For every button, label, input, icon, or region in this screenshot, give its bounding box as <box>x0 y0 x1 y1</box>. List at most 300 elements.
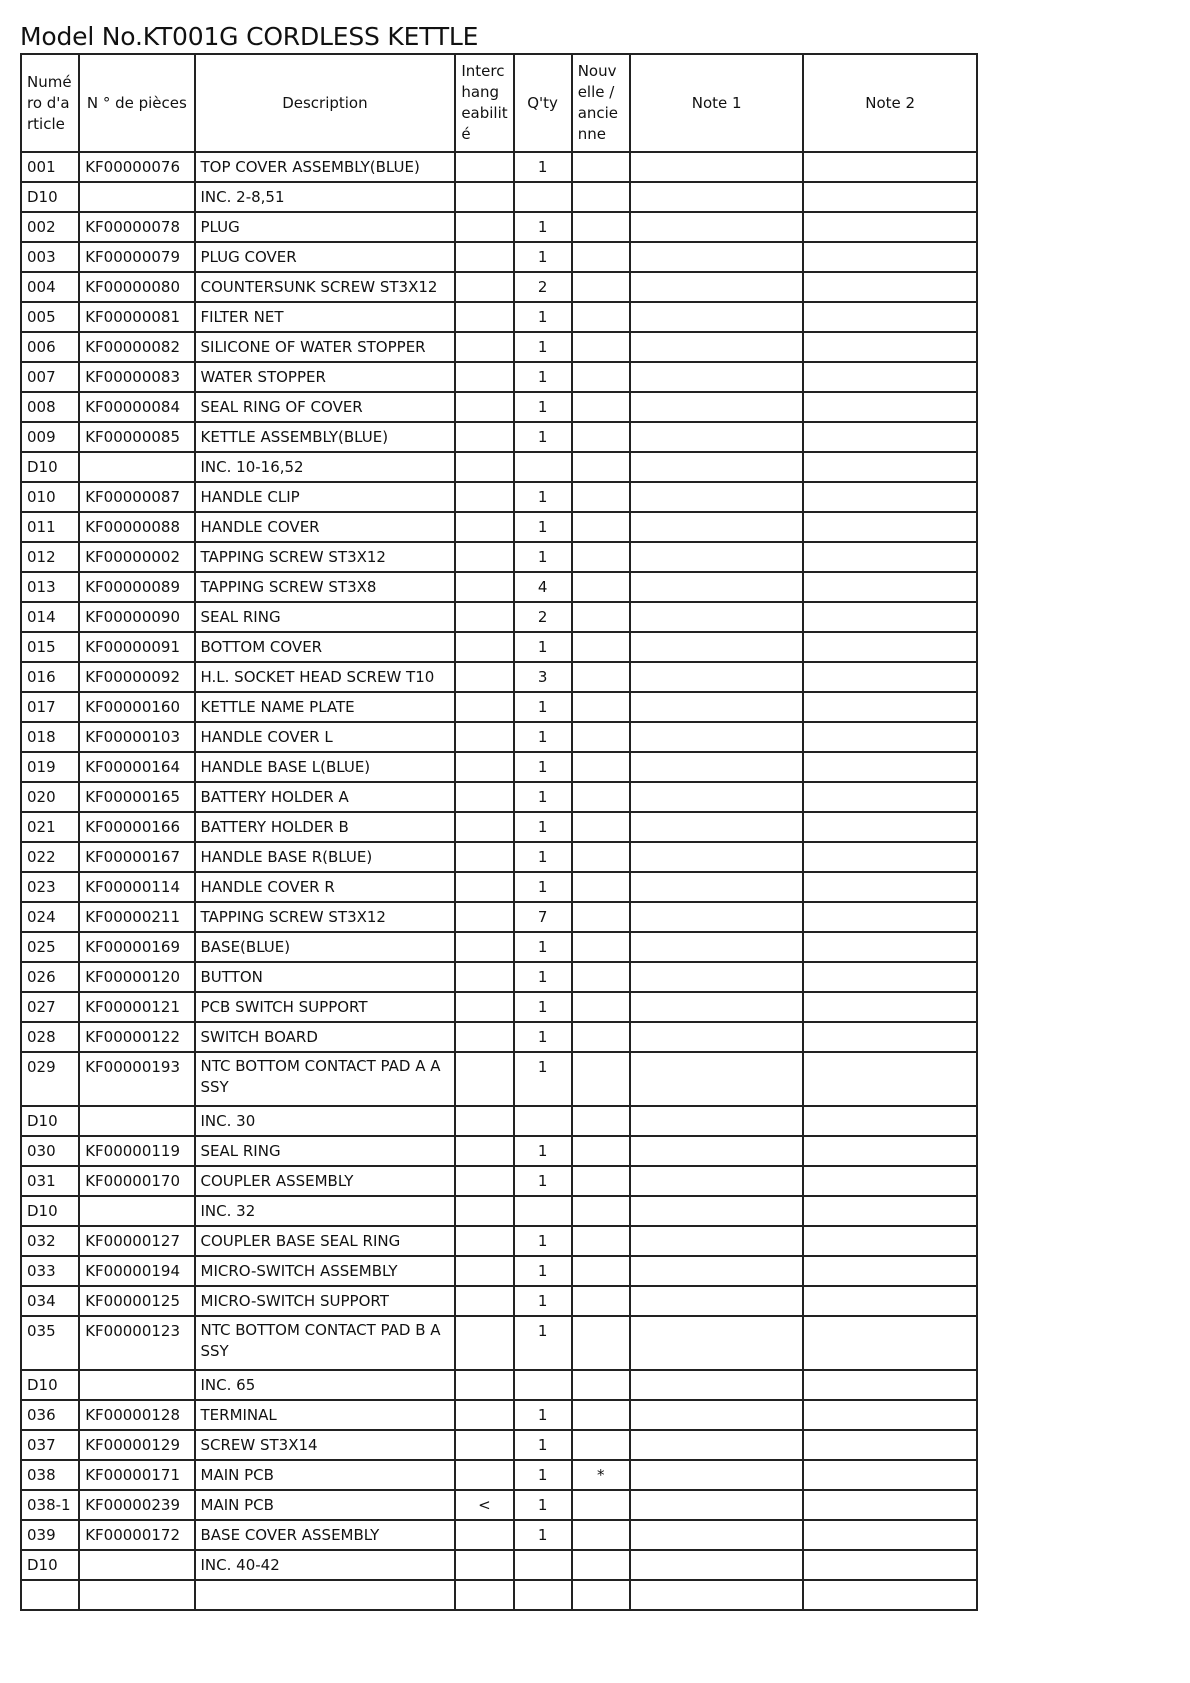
cell-note2 <box>803 902 977 932</box>
cell-interchangeability <box>455 302 513 332</box>
cell-note2 <box>803 482 977 512</box>
cell-qty: 1 <box>514 1052 572 1106</box>
table-row <box>21 1520 977 1550</box>
cell-part-no: KF00000076 <box>79 152 194 182</box>
cell-item-no: 034 <box>21 1286 79 1316</box>
cell-note2 <box>803 302 977 332</box>
cell-item-no: 032 <box>21 1226 79 1256</box>
cell-note2 <box>803 782 977 812</box>
cell-note1 <box>630 1286 804 1316</box>
cell-note1 <box>630 1460 804 1490</box>
cell-description: MAIN PCB <box>195 1460 456 1490</box>
cell-note1 <box>630 1520 804 1550</box>
cell-new-old <box>572 662 630 692</box>
cell-new-old <box>572 1106 630 1136</box>
cell-interchangeability <box>455 452 513 482</box>
cell-note2 <box>803 212 977 242</box>
cell-note1 <box>630 1052 804 1106</box>
cell-part-no: KF00000160 <box>79 692 194 722</box>
cell-new-old <box>572 182 630 212</box>
cell-part-no <box>79 1370 194 1400</box>
cell-item-no: 014 <box>21 602 79 632</box>
cell-part-no: KF00000166 <box>79 812 194 842</box>
cell-new-old <box>572 1316 630 1370</box>
cell-qty: 1 <box>514 1460 572 1490</box>
cell-note2 <box>803 1460 977 1490</box>
cell-interchangeability <box>455 1580 513 1610</box>
table-row <box>21 272 977 302</box>
cell-qty: 1 <box>514 872 572 902</box>
cell-qty: 1 <box>514 842 572 872</box>
cell-qty: 1 <box>514 1136 572 1166</box>
cell-item-no: 004 <box>21 272 79 302</box>
cell-part-no: KF00000121 <box>79 992 194 1022</box>
table-row <box>21 422 977 452</box>
cell-qty: 4 <box>514 572 572 602</box>
cell-note1 <box>630 572 804 602</box>
cell-interchangeability <box>455 1316 513 1370</box>
cell-interchangeability <box>455 422 513 452</box>
table-row <box>21 1550 977 1580</box>
cell-note2 <box>803 242 977 272</box>
cell-qty: 2 <box>514 602 572 632</box>
cell-new-old <box>572 392 630 422</box>
header-qty: Q'ty <box>514 54 572 152</box>
cell-item-no: 037 <box>21 1430 79 1460</box>
table-row <box>21 1400 977 1430</box>
table-row <box>21 302 977 332</box>
cell-new-old <box>572 572 630 602</box>
cell-note2 <box>803 962 977 992</box>
cell-note1 <box>630 662 804 692</box>
cell-note1 <box>630 902 804 932</box>
cell-part-no: KF00000082 <box>79 332 194 362</box>
cell-qty: 1 <box>514 1430 572 1460</box>
table-row <box>21 542 977 572</box>
cell-item-no: D10 <box>21 1196 79 1226</box>
cell-description: HANDLE CLIP <box>195 482 456 512</box>
cell-note2 <box>803 542 977 572</box>
cell-item-no: 024 <box>21 902 79 932</box>
cell-interchangeability <box>455 242 513 272</box>
cell-note2 <box>803 812 977 842</box>
cell-item-no: 005 <box>21 302 79 332</box>
header-part-no: N ° de pièces <box>79 54 194 152</box>
cell-note2 <box>803 932 977 962</box>
table-row <box>21 1196 977 1226</box>
cell-part-no: KF00000167 <box>79 842 194 872</box>
cell-interchangeability <box>455 332 513 362</box>
cell-note1 <box>630 1400 804 1430</box>
cell-new-old <box>572 932 630 962</box>
cell-interchangeability <box>455 1136 513 1166</box>
cell-item-no: 015 <box>21 632 79 662</box>
cell-description: MICRO-SWITCH SUPPORT <box>195 1286 456 1316</box>
table-row <box>21 392 977 422</box>
cell-new-old <box>572 452 630 482</box>
cell-new-old <box>572 1136 630 1166</box>
cell-qty: 1 <box>514 1316 572 1370</box>
cell-note1 <box>630 272 804 302</box>
cell-qty: 1 <box>514 752 572 782</box>
cell-note1 <box>630 1226 804 1256</box>
cell-qty: 1 <box>514 392 572 422</box>
cell-description: PCB SWITCH SUPPORT <box>195 992 456 1022</box>
cell-description: BUTTON <box>195 962 456 992</box>
cell-description: TAPPING SCREW ST3X12 <box>195 542 456 572</box>
header-row <box>21 54 977 152</box>
cell-part-no: KF00000081 <box>79 302 194 332</box>
cell-item-no: 033 <box>21 1256 79 1286</box>
cell-new-old <box>572 542 630 572</box>
cell-item-no: 025 <box>21 932 79 962</box>
cell-note2 <box>803 662 977 692</box>
cell-part-no <box>79 1196 194 1226</box>
table-row <box>21 182 977 212</box>
cell-new-old <box>572 332 630 362</box>
table-row <box>21 212 977 242</box>
table-row <box>21 932 977 962</box>
cell-note1 <box>630 1166 804 1196</box>
table-row <box>21 992 977 1022</box>
cell-description: PLUG COVER <box>195 242 456 272</box>
table-row <box>21 242 977 272</box>
cell-part-no: KF00000122 <box>79 1022 194 1052</box>
cell-item-no: D10 <box>21 1550 79 1580</box>
cell-note1 <box>630 392 804 422</box>
cell-interchangeability <box>455 542 513 572</box>
header-new-old: Nouv elle / ancie nne <box>572 54 630 152</box>
cell-item-no: 021 <box>21 812 79 842</box>
cell-item-no: 027 <box>21 992 79 1022</box>
table-row <box>21 842 977 872</box>
table-row <box>21 722 977 752</box>
table-row <box>21 812 977 842</box>
cell-qty <box>514 1580 572 1610</box>
cell-note1 <box>630 1550 804 1580</box>
cell-interchangeability <box>455 812 513 842</box>
cell-note2 <box>803 752 977 782</box>
cell-note1 <box>630 1106 804 1136</box>
cell-qty: 1 <box>514 1226 572 1256</box>
cell-qty: 1 <box>514 212 572 242</box>
cell-new-old <box>572 1520 630 1550</box>
table-row <box>21 662 977 692</box>
table-row <box>21 1286 977 1316</box>
cell-description: FILTER NET <box>195 302 456 332</box>
cell-description: INC. 2-8,51 <box>195 182 456 212</box>
cell-note2 <box>803 1196 977 1226</box>
cell-new-old <box>572 812 630 842</box>
cell-interchangeability <box>455 152 513 182</box>
cell-interchangeability <box>455 872 513 902</box>
cell-qty: 1 <box>514 1520 572 1550</box>
cell-description: HANDLE BASE L(BLUE) <box>195 752 456 782</box>
cell-part-no: KF00000169 <box>79 932 194 962</box>
cell-part-no: KF00000170 <box>79 1166 194 1196</box>
cell-interchangeability <box>455 272 513 302</box>
cell-description: INC. 40-42 <box>195 1550 456 1580</box>
cell-note2 <box>803 1022 977 1052</box>
cell-interchangeability <box>455 212 513 242</box>
cell-description: SEAL RING <box>195 602 456 632</box>
cell-note2 <box>803 362 977 392</box>
cell-note1 <box>630 482 804 512</box>
cell-note1 <box>630 1580 804 1610</box>
cell-note2 <box>803 392 977 422</box>
cell-description: SEAL RING <box>195 1136 456 1166</box>
table-row <box>21 692 977 722</box>
cell-new-old <box>572 1256 630 1286</box>
cell-interchangeability <box>455 512 513 542</box>
cell-interchangeability <box>455 1166 513 1196</box>
cell-description: INC. 30 <box>195 1106 456 1136</box>
cell-note1 <box>630 692 804 722</box>
cell-item-no: 009 <box>21 422 79 452</box>
cell-item-no: 016 <box>21 662 79 692</box>
cell-qty: 1 <box>514 1166 572 1196</box>
cell-item-no: 001 <box>21 152 79 182</box>
cell-item-no: D10 <box>21 182 79 212</box>
cell-part-no: KF00000128 <box>79 1400 194 1430</box>
cell-qty: 1 <box>514 302 572 332</box>
table-row <box>21 332 977 362</box>
cell-description: TERMINAL <box>195 1400 456 1430</box>
cell-description: SWITCH BOARD <box>195 1022 456 1052</box>
cell-interchangeability <box>455 1550 513 1580</box>
cell-note1 <box>630 302 804 332</box>
cell-new-old <box>572 1196 630 1226</box>
table-row <box>21 152 977 182</box>
cell-qty: 1 <box>514 422 572 452</box>
cell-new-old <box>572 1052 630 1106</box>
table-row <box>21 872 977 902</box>
cell-description: HANDLE BASE R(BLUE) <box>195 842 456 872</box>
cell-new-old <box>572 602 630 632</box>
cell-note1 <box>630 962 804 992</box>
cell-qty: 1 <box>514 692 572 722</box>
cell-note1 <box>630 542 804 572</box>
cell-description: INC. 10-16,52 <box>195 452 456 482</box>
cell-note1 <box>630 872 804 902</box>
cell-description: BASE(BLUE) <box>195 932 456 962</box>
cell-note2 <box>803 1400 977 1430</box>
cell-item-no: 036 <box>21 1400 79 1430</box>
cell-new-old <box>572 752 630 782</box>
cell-note2 <box>803 602 977 632</box>
cell-note1 <box>630 992 804 1022</box>
cell-qty: 1 <box>514 962 572 992</box>
cell-description: KETTLE ASSEMBLY(BLUE) <box>195 422 456 452</box>
cell-qty: 1 <box>514 1400 572 1430</box>
cell-note2 <box>803 452 977 482</box>
cell-interchangeability <box>455 482 513 512</box>
cell-qty: 1 <box>514 782 572 812</box>
cell-new-old <box>572 152 630 182</box>
cell-note1 <box>630 782 804 812</box>
cell-description: TAPPING SCREW ST3X12 <box>195 902 456 932</box>
cell-description: INC. 32 <box>195 1196 456 1226</box>
cell-note2 <box>803 1052 977 1106</box>
cell-qty: 1 <box>514 932 572 962</box>
cell-item-no: 038 <box>21 1460 79 1490</box>
cell-qty: 1 <box>514 152 572 182</box>
table-row <box>21 452 977 482</box>
cell-interchangeability <box>455 752 513 782</box>
cell-note1 <box>630 242 804 272</box>
cell-part-no: KF00000078 <box>79 212 194 242</box>
cell-new-old <box>572 212 630 242</box>
cell-new-old <box>572 512 630 542</box>
cell-part-no: KF00000103 <box>79 722 194 752</box>
cell-note2 <box>803 992 977 1022</box>
cell-note1 <box>630 512 804 542</box>
cell-description <box>195 1580 456 1610</box>
cell-note2 <box>803 1430 977 1460</box>
cell-note2 <box>803 272 977 302</box>
cell-note2 <box>803 1370 977 1400</box>
cell-item-no: 030 <box>21 1136 79 1166</box>
cell-interchangeability <box>455 1226 513 1256</box>
page-title: Model No.KT001G CORDLESS KETTLE <box>20 22 479 51</box>
cell-item-no: 013 <box>21 572 79 602</box>
cell-part-no: KF00000120 <box>79 962 194 992</box>
cell-interchangeability <box>455 1460 513 1490</box>
cell-part-no: KF00000172 <box>79 1520 194 1550</box>
cell-note2 <box>803 1136 977 1166</box>
cell-note2 <box>803 1106 977 1136</box>
table-row <box>21 602 977 632</box>
cell-item-no: 012 <box>21 542 79 572</box>
cell-note1 <box>630 182 804 212</box>
table-row <box>21 1022 977 1052</box>
cell-part-no <box>79 452 194 482</box>
header-interchangeability: Interc hang eabilit é <box>455 54 513 152</box>
cell-item-no: 028 <box>21 1022 79 1052</box>
cell-description: BATTERY HOLDER B <box>195 812 456 842</box>
cell-note2 <box>803 152 977 182</box>
cell-part-no <box>79 1106 194 1136</box>
cell-new-old <box>572 902 630 932</box>
cell-interchangeability <box>455 992 513 1022</box>
cell-note1 <box>630 722 804 752</box>
cell-item-no: 022 <box>21 842 79 872</box>
cell-new-old <box>572 422 630 452</box>
cell-description: BOTTOM COVER <box>195 632 456 662</box>
cell-part-no: KF00000089 <box>79 572 194 602</box>
cell-item-no: 017 <box>21 692 79 722</box>
cell-note2 <box>803 572 977 602</box>
cell-qty: 1 <box>514 632 572 662</box>
table-row <box>21 512 977 542</box>
cell-note1 <box>630 812 804 842</box>
cell-interchangeability <box>455 722 513 752</box>
cell-item-no: D10 <box>21 1106 79 1136</box>
cell-part-no: KF00000092 <box>79 662 194 692</box>
cell-note1 <box>630 1430 804 1460</box>
cell-item-no: 031 <box>21 1166 79 1196</box>
table-row <box>21 1166 977 1196</box>
cell-interchangeability <box>455 692 513 722</box>
cell-description: COUNTERSUNK SCREW ST3X12 <box>195 272 456 302</box>
cell-description: MAIN PCB <box>195 1490 456 1520</box>
cell-item-no: 019 <box>21 752 79 782</box>
cell-interchangeability <box>455 1106 513 1136</box>
cell-note1 <box>630 1370 804 1400</box>
table-row <box>21 1490 977 1520</box>
cell-item-no: 007 <box>21 362 79 392</box>
cell-qty <box>514 1550 572 1580</box>
cell-interchangeability <box>455 902 513 932</box>
table-row <box>21 1136 977 1166</box>
cell-new-old <box>572 1430 630 1460</box>
cell-qty: 1 <box>514 512 572 542</box>
cell-description: INC. 65 <box>195 1370 456 1400</box>
cell-note2 <box>803 692 977 722</box>
cell-description: COUPLER BASE SEAL RING <box>195 1226 456 1256</box>
cell-description: HANDLE COVER R <box>195 872 456 902</box>
cell-note1 <box>630 362 804 392</box>
table-row <box>21 1430 977 1460</box>
cell-description: WATER STOPPER <box>195 362 456 392</box>
cell-note1 <box>630 1196 804 1226</box>
table-row <box>21 362 977 392</box>
cell-item-no: 008 <box>21 392 79 422</box>
cell-interchangeability <box>455 632 513 662</box>
cell-part-no: KF00000119 <box>79 1136 194 1166</box>
cell-item-no: 006 <box>21 332 79 362</box>
cell-new-old <box>572 962 630 992</box>
cell-part-no: KF00000080 <box>79 272 194 302</box>
cell-note2 <box>803 1550 977 1580</box>
cell-description: SEAL RING OF COVER <box>195 392 456 422</box>
cell-new-old <box>572 302 630 332</box>
cell-interchangeability <box>455 1286 513 1316</box>
table-row <box>21 1370 977 1400</box>
cell-qty <box>514 452 572 482</box>
cell-part-no: KF00000083 <box>79 362 194 392</box>
cell-description: TOP COVER ASSEMBLY(BLUE) <box>195 152 456 182</box>
cell-interchangeability <box>455 602 513 632</box>
table-row <box>21 782 977 812</box>
parts-table <box>20 53 978 1611</box>
cell-item-no: 026 <box>21 962 79 992</box>
cell-part-no: KF00000165 <box>79 782 194 812</box>
cell-new-old <box>572 992 630 1022</box>
cell-note2 <box>803 632 977 662</box>
cell-note2 <box>803 332 977 362</box>
cell-interchangeability <box>455 782 513 812</box>
cell-qty <box>514 1196 572 1226</box>
cell-description: MICRO-SWITCH ASSEMBLY <box>195 1256 456 1286</box>
cell-new-old <box>572 272 630 302</box>
cell-qty: 7 <box>514 902 572 932</box>
cell-new-old <box>572 1022 630 1052</box>
cell-interchangeability <box>455 182 513 212</box>
cell-part-no: KF00000091 <box>79 632 194 662</box>
table-row <box>21 1226 977 1256</box>
table-row <box>21 1316 977 1370</box>
cell-part-no <box>79 1550 194 1580</box>
cell-interchangeability <box>455 1370 513 1400</box>
cell-part-no: KF00000239 <box>79 1490 194 1520</box>
cell-qty: 1 <box>514 542 572 572</box>
cell-new-old <box>572 482 630 512</box>
cell-part-no: KF00000171 <box>79 1460 194 1490</box>
cell-qty <box>514 182 572 212</box>
cell-note1 <box>630 1136 804 1166</box>
cell-description: NTC BOTTOM CONTACT PAD B A SSY <box>195 1316 456 1370</box>
